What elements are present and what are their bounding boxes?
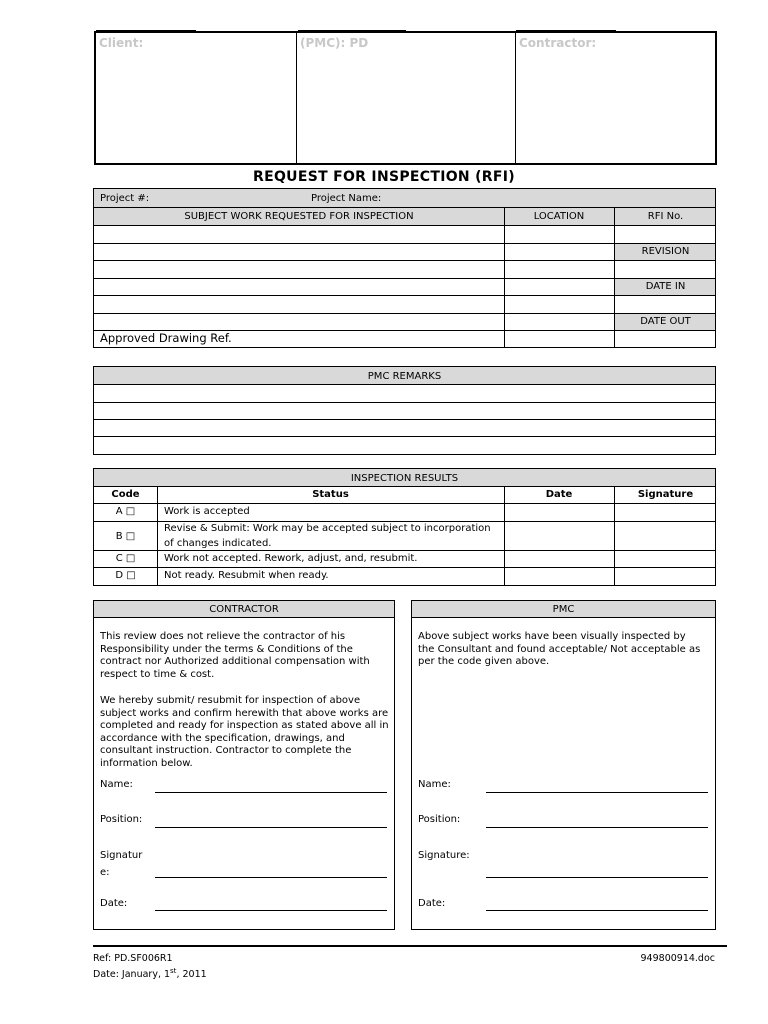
pmc-box [411, 600, 716, 930]
footer-doc-name: 949800914.doc [640, 953, 715, 964]
date-out-label: DATE OUT [640, 316, 691, 327]
text-line: the Consultant and found acceptable/ Not acceptable as [418, 643, 701, 655]
text-line: consultant instruction. Contractor to complete the [100, 745, 352, 756]
contractor-signature-label-2: e: [100, 867, 110, 878]
text-line: information below. [100, 757, 193, 769]
col-line [504, 207, 505, 347]
page-title: REQUEST FOR INSPECTION (RFI) [253, 169, 515, 185]
pmc-remarks-table [93, 366, 716, 455]
row-line [94, 384, 715, 385]
contractor-signature-field[interactable] [155, 877, 387, 878]
footer-ref: Ref: PD.SF006R1 [93, 953, 173, 964]
contractor-box [93, 600, 395, 930]
text-line: completed and ready for inspection as stated above all in [100, 720, 389, 731]
contractor-disclaimer [100, 631, 390, 681]
col-line [504, 486, 505, 585]
row-line [94, 313, 715, 314]
row-line [94, 295, 715, 296]
row-line [94, 486, 715, 487]
contractor-cell [516, 33, 715, 163]
code-a-checkbox[interactable]: A □ [115, 506, 136, 517]
code-d-checkbox[interactable]: D □ [115, 570, 136, 581]
status-header: Status [312, 489, 349, 500]
text-line: This review does not relieve the contractor of his [100, 631, 346, 642]
pmc-position-field[interactable] [486, 827, 708, 828]
contractor-submission-text [100, 695, 392, 770]
location-column-header: LOCATION [533, 211, 585, 222]
row-line [94, 225, 715, 226]
row-line [94, 419, 715, 420]
contractor-name-label: Name: [100, 779, 133, 790]
code-b-checkbox[interactable]: B □ [115, 531, 136, 542]
footer-date-prefix: Date: January, 1 [93, 969, 171, 981]
pmc-date-label: Date: [418, 898, 446, 909]
header-parties-box [94, 31, 717, 165]
text-line: Responsibility under the terms & Conditions of the [100, 643, 353, 655]
row-line [412, 617, 715, 618]
col-line [614, 486, 615, 585]
row-line [94, 260, 715, 261]
status-b-line1: Revise & Submit: Work may be accepted subject to incorporation [164, 523, 491, 534]
col-line [157, 486, 158, 585]
row-line [94, 436, 715, 437]
contractor-position-label: Position: [100, 814, 143, 825]
contractor-title: CONTRACTOR [209, 604, 279, 615]
row-line [94, 503, 715, 504]
text-line: contract nor Authorized additional compensation with [100, 656, 370, 667]
contractor-label: Contractor: [519, 36, 597, 50]
project-row-bg [94, 189, 715, 207]
row-line [94, 567, 715, 568]
code-header: Code [111, 489, 140, 500]
rfi-number-header: RFI No. [647, 211, 684, 222]
contractor-date-label: Date: [100, 898, 128, 909]
row-line [94, 278, 715, 279]
pmc-name-label: Name: [418, 779, 451, 790]
text-line: per the code given above. [418, 656, 550, 667]
pmc-name-field[interactable] [486, 792, 708, 793]
client-cell [96, 33, 297, 163]
signature-header: Signature [637, 489, 694, 500]
footer-rule [93, 945, 727, 947]
project-name-label: Project Name: [311, 193, 382, 204]
pmc-cell [297, 33, 516, 163]
code-c-checkbox[interactable]: C □ [115, 553, 136, 564]
subject-work-table [93, 188, 716, 348]
text-line: We hereby submit/ resubmit for inspection of above [100, 695, 361, 706]
pmc-inspection-statement [418, 631, 712, 669]
row-line [94, 521, 715, 522]
pmc-title: PMC [552, 604, 575, 615]
approved-drawing-label: Approved Drawing Ref. [100, 331, 232, 345]
row-line [94, 207, 715, 208]
row-line [94, 402, 715, 403]
pmc-remarks-title: PMC REMARKS [367, 371, 442, 382]
date-in-label: DATE IN [645, 281, 686, 292]
pmc-signature-label: Signature: [418, 850, 470, 861]
status-d: Not ready. Resubmit when ready. [164, 570, 329, 581]
contractor-date-field[interactable] [155, 910, 387, 911]
text-line: accordance with the specification, drawings, and [100, 732, 345, 744]
project-number-label: Project #: [100, 193, 150, 204]
footer-date [93, 967, 207, 980]
status-c: Work not accepted. Rework, adjust, and, resubmit. [164, 553, 418, 564]
status-b-line2: of changes indicated. [164, 538, 272, 549]
text-line: subject works and confirm herewith that above works are [100, 707, 389, 719]
row-line [94, 617, 394, 618]
contractor-signature-label-1: Signatur [100, 850, 143, 861]
footer-date-sup: st [170, 967, 177, 975]
row-line [94, 243, 715, 244]
row-line [94, 550, 715, 551]
pmc-signature-field[interactable] [486, 877, 708, 878]
subject-column-header: SUBJECT WORK REQUESTED FOR INSPECTION [184, 211, 414, 222]
status-a: Work is accepted [164, 506, 250, 517]
footer-date-suffix: , 2011 [176, 969, 207, 981]
client-label: Client: [99, 36, 144, 50]
text-line: respect to time & cost. [100, 668, 215, 680]
pmc-label: (PMC): PD [300, 36, 369, 50]
revision-label: REVISION [641, 246, 690, 257]
date-header: Date [545, 489, 573, 500]
text-line: Above subject works have been visually inspected by [418, 631, 686, 642]
pmc-position-label: Position: [418, 814, 461, 825]
contractor-name-field[interactable] [155, 792, 387, 793]
contractor-position-field[interactable] [155, 827, 387, 828]
pmc-date-field[interactable] [486, 910, 708, 911]
inspection-results-table [93, 468, 716, 586]
inspection-results-title: INSPECTION RESULTS [350, 473, 459, 484]
